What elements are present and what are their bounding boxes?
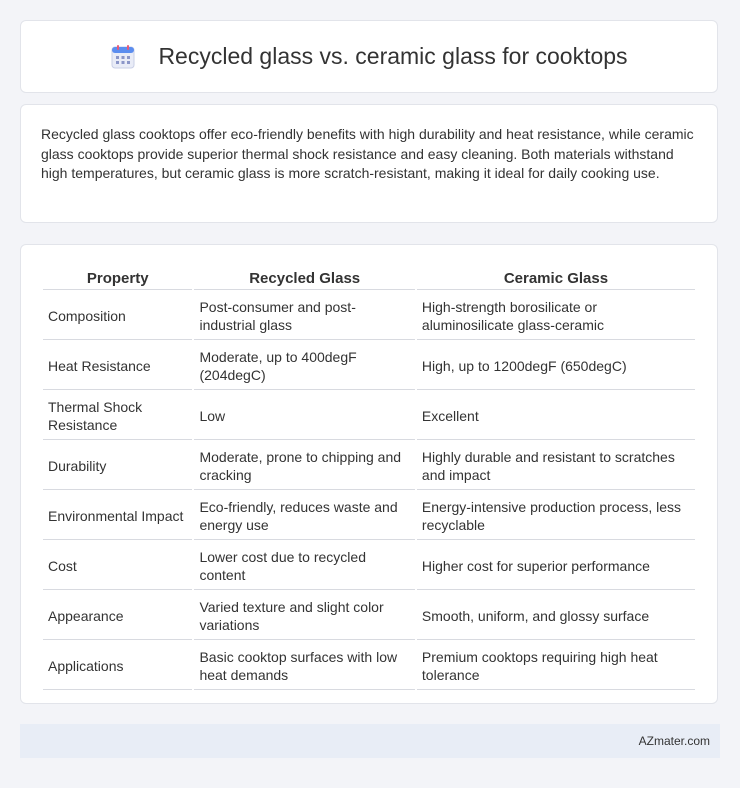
ceramic-cell: High, up to 1200degF (650degC): [417, 342, 695, 390]
property-cell: Thermal Shock Resistance: [43, 392, 192, 440]
title-card: [20, 20, 718, 93]
recycled-cell: Basic cooktop surfaces with low heat demands: [194, 642, 414, 690]
recycled-cell: Moderate, up to 400degF (204degC): [194, 342, 414, 390]
source-label: AZmater.com: [638, 734, 710, 748]
recycled-cell: Moderate, prone to chipping and cracking: [194, 442, 414, 490]
page-title: Recycled glass vs. ceramic glass for cooktops: [158, 43, 628, 69]
ceramic-cell: Premium cooktops requiring high heat tolerance: [417, 642, 695, 690]
table-card: [20, 244, 718, 704]
property-cell: Heat Resistance: [43, 342, 192, 390]
intro-text: Recycled glass cooktops offer eco-friendly benefits with high durability and heat resistance, while ceramic glass cooktops provide superior thermal shock resistance and easy cleaning. Both materials withstand high temperatures, but ceramic glass is more scratch-resistant, making it ideal for daily cooking use.: [41, 126, 694, 181]
table-header-row: [43, 265, 695, 290]
footer: [20, 724, 720, 758]
ceramic-cell: Highly durable and resistant to scratches and impact: [417, 442, 695, 490]
property-cell: Composition: [43, 292, 192, 340]
header-ceramic-glass: Ceramic Glass: [417, 265, 695, 290]
table-row: [43, 292, 695, 340]
table-row: [43, 442, 695, 490]
ceramic-cell: Smooth, uniform, and glossy surface: [417, 592, 695, 640]
ceramic-cell: Energy-intensive production process, less recyclable: [417, 492, 695, 540]
table-row: [43, 542, 695, 590]
comparison-table: [41, 263, 697, 692]
property-cell: Durability: [43, 442, 192, 490]
table-row: [43, 392, 695, 440]
intro-card: [20, 104, 718, 223]
recycled-cell: Lower cost due to recycled content: [194, 542, 414, 590]
table-row: [43, 642, 695, 690]
header-property: Property: [43, 265, 192, 290]
property-cell: Environmental Impact: [43, 492, 192, 540]
table-row: [43, 492, 695, 540]
ceramic-cell: Excellent: [417, 392, 695, 440]
ceramic-cell: High-strength borosilicate or aluminosilicate glass-ceramic: [417, 292, 695, 340]
property-cell: Applications: [43, 642, 192, 690]
header-recycled-glass: Recycled Glass: [194, 265, 414, 290]
table-row: [43, 592, 695, 640]
table-row: [43, 342, 695, 390]
property-cell: Appearance: [43, 592, 192, 640]
recycled-cell: Eco-friendly, reduces waste and energy use: [194, 492, 414, 540]
recycled-cell: Low: [194, 392, 414, 440]
ceramic-cell: Higher cost for superior performance: [417, 542, 695, 590]
recycled-cell: Varied texture and slight color variations: [194, 592, 414, 640]
recycled-cell: Post-consumer and post-industrial glass: [194, 292, 414, 340]
calendar-icon: [110, 44, 136, 70]
property-cell: Cost: [43, 542, 192, 590]
